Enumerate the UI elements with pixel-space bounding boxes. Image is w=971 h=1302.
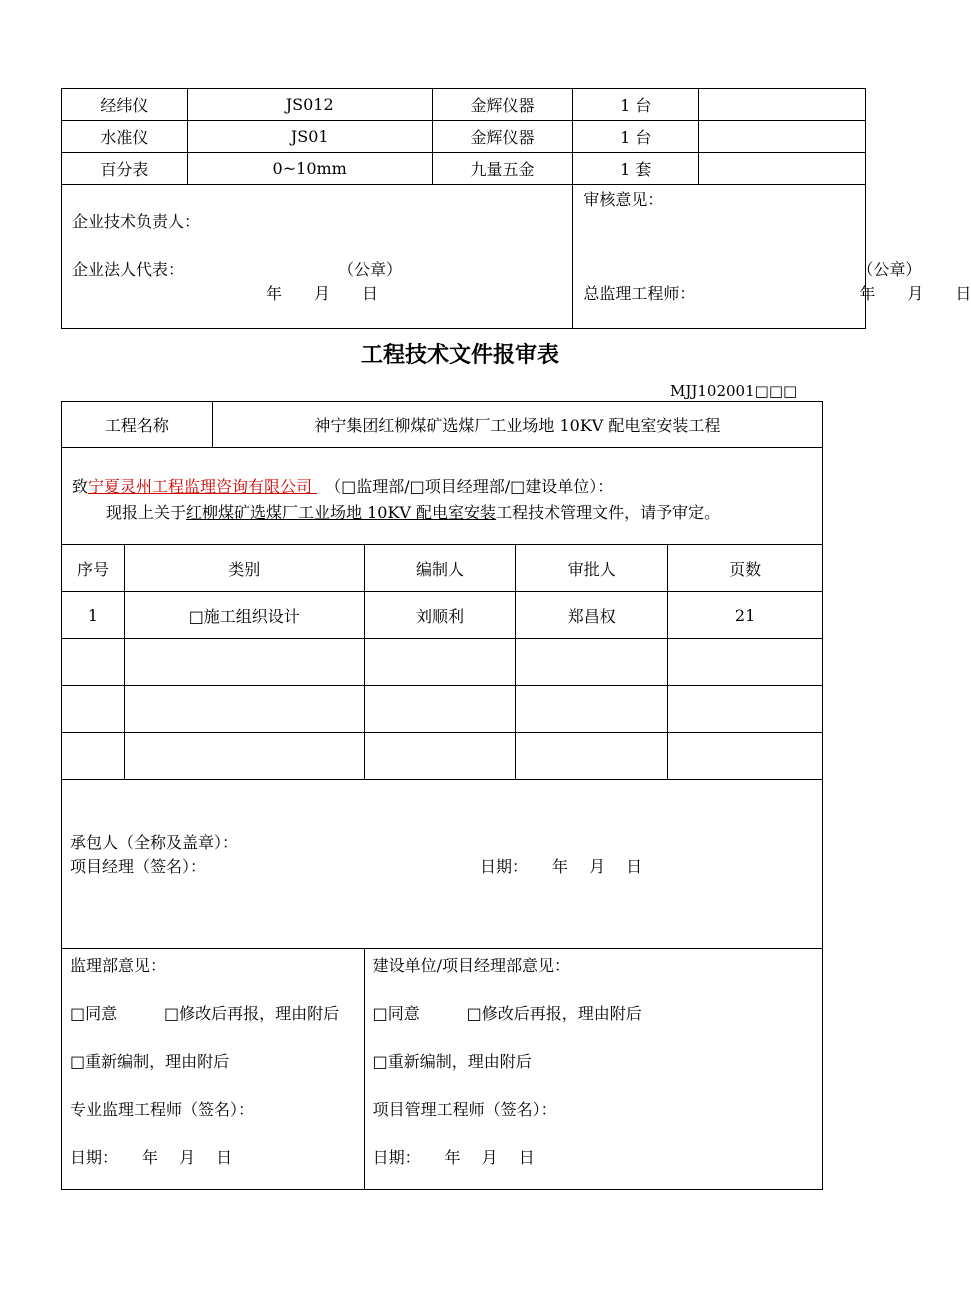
equip-qty: 1 台 [573, 121, 699, 153]
row-type [124, 733, 364, 780]
header-approver: 审批人 [516, 545, 668, 592]
row-pages [668, 733, 823, 780]
table-row [62, 121, 866, 153]
supervisor-opinion-label: 监理部意见： [70, 956, 167, 975]
owner-engineer-label: 项目管理工程师（签名）： [372, 1100, 557, 1119]
equip-maker: 金辉仪器 [432, 89, 573, 121]
seal-label-2: （公章） [857, 260, 922, 279]
opinion-row [62, 949, 823, 1190]
page-title: 工程技术文件报审表 [360, 343, 559, 368]
equip-maker: 九量五金 [432, 153, 573, 185]
signature-row [62, 185, 866, 329]
equip-name: 百分表 [62, 153, 188, 185]
row-no [62, 639, 125, 686]
equip-qty: 1 台 [573, 89, 699, 121]
date-label: 年 月 日 [266, 284, 379, 303]
row-author [364, 686, 516, 733]
table-row [62, 89, 866, 121]
equip-extra [699, 121, 866, 153]
submission-line [106, 500, 720, 523]
table-row [62, 733, 823, 780]
legal-rep-label: 企业法人代表： [72, 260, 185, 279]
review-label: 审核意见： [583, 190, 664, 209]
header-pages: 页数 [668, 545, 823, 592]
tech-head-label: 企业技术负责人： [72, 212, 201, 231]
row-type: □施工组织设计 [124, 592, 364, 639]
table-row [62, 686, 823, 733]
owner-redo-checkbox[interactable]: □重新编制，理由附后 [372, 1052, 532, 1071]
enterprise-sign-cell [62, 185, 573, 329]
supervisor-date: 日期： 年 月 日 [70, 1148, 233, 1167]
body-project: 红柳煤矿选煤厂工业场地 10KV 配电室安装 [186, 503, 497, 522]
equipment-table [61, 88, 971, 329]
recipient-units: （□监理部/□项目经理部/□建设单位）： [317, 477, 614, 496]
date-label-2: 年 月 日 [859, 284, 971, 303]
row-approver [516, 733, 668, 780]
project-label: 工程名称 [62, 402, 213, 448]
supervisor-redo-checkbox[interactable]: □重新编制，理由附后 [70, 1052, 230, 1071]
row-type [124, 686, 364, 733]
review-cell [573, 185, 971, 329]
row-no: 1 [62, 592, 125, 639]
form-code: MJJ102001□□□ [670, 382, 798, 400]
table-row [62, 592, 823, 639]
row-pages: 21 [668, 592, 823, 639]
body-prefix: 现报上关于 [106, 503, 187, 522]
row-pages [668, 686, 823, 733]
equip-model: JS012 [187, 89, 432, 121]
addressee-line [72, 474, 613, 497]
row-author: 刘顺利 [364, 592, 516, 639]
row-no [62, 686, 125, 733]
owner-opinion-label: 建设单位/项目经理部意见： [372, 956, 570, 975]
addressee-row [62, 448, 823, 545]
supervisor-company: 宁夏灵州工程监理咨询有限公司 [88, 477, 318, 496]
project-name: 神宁集团红柳煤矿选煤厂工业场地 10KV 配电室安装工程 [212, 402, 822, 448]
project-row [62, 402, 823, 448]
table-row [62, 639, 823, 686]
equip-qty: 1 套 [573, 153, 699, 185]
to-prefix: 致 [72, 477, 89, 496]
equip-model: 0~10mm [187, 153, 432, 185]
supervisor-opinion-cell [62, 949, 365, 1190]
chief-engineer-label: 总监理工程师： [583, 284, 696, 303]
owner-modify-checkbox[interactable]: □修改后再报，理由附后 [466, 1004, 642, 1023]
equip-extra [699, 153, 866, 185]
report-form-table [61, 401, 823, 1190]
table-row [62, 153, 866, 185]
owner-date: 日期： 年 月 日 [372, 1148, 535, 1167]
supervisor-modify-checkbox[interactable]: □修改后再报，理由附后 [164, 1004, 340, 1023]
row-pages [668, 639, 823, 686]
owner-opinion-cell [364, 949, 822, 1190]
pm-sign-label: 项目经理（签名）： [70, 857, 207, 876]
header-author: 编制人 [364, 545, 516, 592]
row-author [364, 733, 516, 780]
row-approver [516, 686, 668, 733]
row-approver [516, 639, 668, 686]
header-no: 序号 [62, 545, 125, 592]
equip-maker: 金辉仪器 [432, 121, 573, 153]
contractor-date: 日期： 年 月 日 [480, 857, 643, 876]
row-approver: 郑昌权 [516, 592, 668, 639]
equip-name: 水准仪 [62, 121, 188, 153]
row-type [124, 639, 364, 686]
contractor-label: 承包人（全称及盖章）： [70, 833, 239, 852]
seal-label: （公章） [338, 260, 403, 279]
supervisor-agree-checkbox[interactable]: □同意 [70, 1004, 118, 1023]
contractor-row [62, 780, 823, 949]
contractor-cell [62, 780, 823, 949]
equip-model: JS01 [187, 121, 432, 153]
header-type: 类别 [124, 545, 364, 592]
row-author [364, 639, 516, 686]
addressee-cell [62, 448, 823, 545]
row-no [62, 733, 125, 780]
supervisor-engineer-label: 专业监理工程师（签名）： [70, 1100, 255, 1119]
equip-name: 经纬仪 [62, 89, 188, 121]
owner-agree-checkbox[interactable]: □同意 [372, 1004, 420, 1023]
equip-extra [699, 89, 866, 121]
body-suffix: 工程技术管理文件，请予审定。 [496, 503, 721, 522]
header-row [62, 545, 823, 592]
